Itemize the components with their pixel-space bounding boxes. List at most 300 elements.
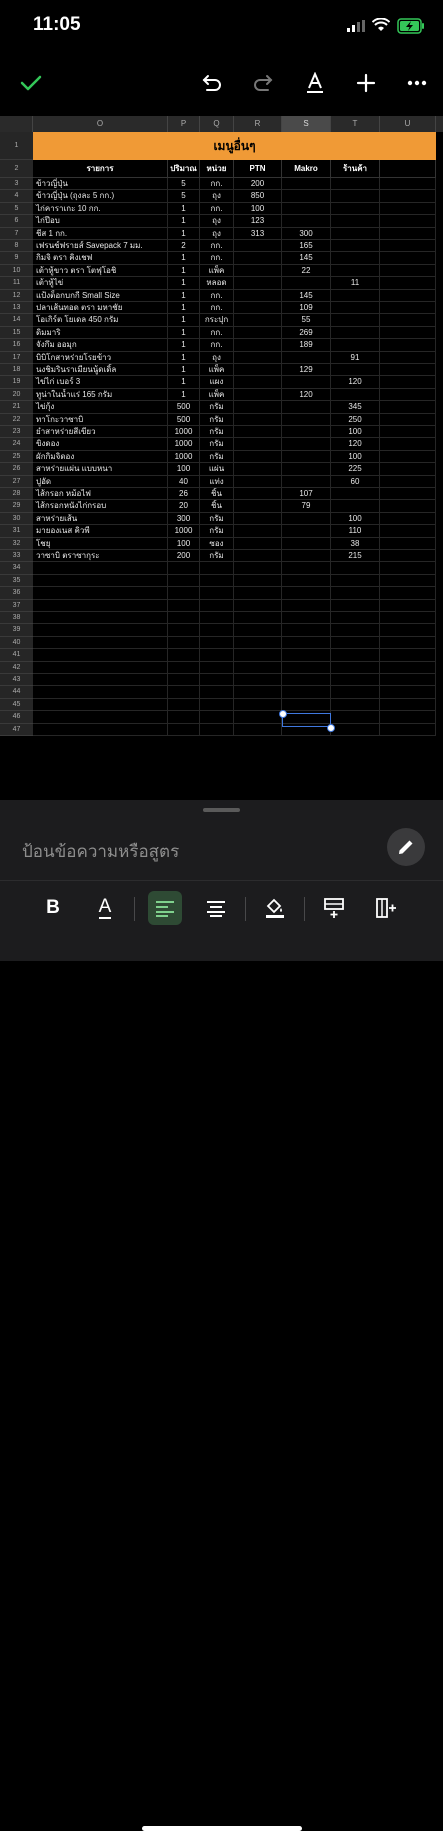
row-number[interactable]: 27 [0, 476, 33, 488]
table-cell[interactable] [234, 451, 282, 463]
table-cell[interactable] [282, 463, 331, 475]
align-left-button[interactable] [148, 891, 182, 925]
text-color-button[interactable]: A [98, 896, 112, 917]
table-cell[interactable]: กรัม [200, 438, 234, 450]
table-cell[interactable] [282, 190, 331, 202]
table-cell[interactable] [380, 513, 436, 525]
table-cell[interactable] [331, 327, 380, 339]
table-cell[interactable]: 1 [168, 203, 200, 215]
row-number[interactable]: 44 [0, 686, 33, 698]
row-number[interactable]: 20 [0, 389, 33, 401]
table-cell[interactable] [380, 228, 436, 240]
empty-cell[interactable] [168, 612, 200, 624]
empty-cell[interactable] [168, 724, 200, 736]
empty-cell[interactable] [168, 587, 200, 599]
table-cell[interactable]: ไก่ป๊อบ [33, 215, 168, 227]
row-number[interactable]: 39 [0, 624, 33, 636]
table-cell[interactable] [380, 488, 436, 500]
row-number[interactable]: 1 [0, 132, 33, 160]
table-cell[interactable]: 850 [234, 190, 282, 202]
table-cell[interactable] [234, 376, 282, 388]
table-cell[interactable]: แท่ง [200, 476, 234, 488]
table-cell[interactable]: กรัม [200, 513, 234, 525]
table-cell[interactable]: ทาโกะวาซาบิ [33, 414, 168, 426]
table-cell[interactable]: สาหร่ายเส้น [33, 513, 168, 525]
table-cell[interactable] [380, 500, 436, 512]
pencil-edit-button[interactable] [387, 828, 425, 866]
empty-cell[interactable] [168, 711, 200, 723]
table-cell[interactable]: มายองเนส คิวพี [33, 525, 168, 537]
table-cell[interactable] [234, 364, 282, 376]
table-cell[interactable]: หลอด [200, 277, 234, 289]
table-cell[interactable]: 225 [331, 463, 380, 475]
row-number[interactable]: 17 [0, 352, 33, 364]
empty-cell[interactable] [200, 699, 234, 711]
table-cell[interactable]: ถุง [200, 215, 234, 227]
column-title-cell[interactable]: รายการ [33, 160, 168, 178]
table-cell[interactable]: 100 [168, 538, 200, 550]
empty-cell[interactable] [380, 587, 436, 599]
table-cell[interactable] [331, 178, 380, 190]
column-header-t[interactable]: T [331, 116, 380, 132]
table-cell[interactable] [282, 178, 331, 190]
table-cell[interactable] [331, 314, 380, 326]
empty-cell[interactable] [331, 612, 380, 624]
table-cell[interactable] [380, 389, 436, 401]
empty-cell[interactable] [234, 724, 282, 736]
table-cell[interactable] [380, 463, 436, 475]
table-cell[interactable]: 120 [331, 438, 380, 450]
table-cell[interactable]: ชีส 1 กก. [33, 228, 168, 240]
table-cell[interactable] [282, 513, 331, 525]
table-cell[interactable] [234, 438, 282, 450]
empty-cell[interactable] [380, 562, 436, 574]
empty-cell[interactable] [33, 724, 168, 736]
empty-cell[interactable] [33, 600, 168, 612]
empty-cell[interactable] [282, 600, 331, 612]
table-cell[interactable]: ถุง [200, 228, 234, 240]
table-cell[interactable]: ไส้กรอกหนังไก่กรอบ [33, 500, 168, 512]
table-cell[interactable]: 345 [331, 401, 380, 413]
table-cell[interactable]: 1 [168, 364, 200, 376]
empty-cell[interactable] [33, 612, 168, 624]
row-number[interactable]: 15 [0, 327, 33, 339]
table-cell[interactable]: 165 [282, 240, 331, 252]
row-number[interactable]: 5 [0, 203, 33, 215]
table-cell[interactable] [380, 265, 436, 277]
table-cell[interactable] [380, 277, 436, 289]
empty-cell[interactable] [331, 637, 380, 649]
empty-cell[interactable] [331, 575, 380, 587]
empty-cell[interactable] [282, 699, 331, 711]
table-cell[interactable]: 500 [168, 414, 200, 426]
row-number[interactable]: 38 [0, 612, 33, 624]
table-cell[interactable]: นงชิมรินราเมียนนู้ดเดิ้ล [33, 364, 168, 376]
empty-cell[interactable] [282, 575, 331, 587]
empty-cell[interactable] [33, 624, 168, 636]
empty-cell[interactable] [234, 711, 282, 723]
table-cell[interactable]: 26 [168, 488, 200, 500]
table-cell[interactable]: 300 [168, 513, 200, 525]
table-cell[interactable] [282, 426, 331, 438]
table-cell[interactable] [234, 538, 282, 550]
empty-cell[interactable] [200, 637, 234, 649]
empty-cell[interactable] [200, 612, 234, 624]
table-cell[interactable] [282, 538, 331, 550]
empty-cell[interactable] [282, 562, 331, 574]
empty-cell[interactable] [168, 575, 200, 587]
table-cell[interactable] [282, 525, 331, 537]
table-cell[interactable] [380, 538, 436, 550]
table-cell[interactable]: 60 [331, 476, 380, 488]
table-cell[interactable] [380, 327, 436, 339]
empty-cell[interactable] [200, 587, 234, 599]
empty-cell[interactable] [331, 562, 380, 574]
empty-cell[interactable] [234, 674, 282, 686]
row-number[interactable]: 19 [0, 376, 33, 388]
empty-cell[interactable] [168, 686, 200, 698]
table-cell[interactable] [234, 463, 282, 475]
undo-icon[interactable] [195, 66, 229, 100]
empty-cell[interactable] [282, 587, 331, 599]
row-number[interactable]: 4 [0, 190, 33, 202]
row-number[interactable]: 25 [0, 451, 33, 463]
table-cell[interactable] [282, 550, 331, 562]
empty-cell[interactable] [33, 711, 168, 723]
row-number[interactable]: 45 [0, 699, 33, 711]
table-cell[interactable] [331, 488, 380, 500]
empty-cell[interactable] [380, 674, 436, 686]
table-cell[interactable]: 200 [168, 550, 200, 562]
selected-cell[interactable] [282, 713, 331, 727]
table-cell[interactable] [380, 451, 436, 463]
table-cell[interactable]: 20 [168, 500, 200, 512]
table-cell[interactable]: กก. [200, 302, 234, 314]
empty-cell[interactable] [33, 562, 168, 574]
empty-cell[interactable] [380, 686, 436, 698]
row-number[interactable]: 29 [0, 500, 33, 512]
table-cell[interactable] [282, 376, 331, 388]
empty-cell[interactable] [380, 699, 436, 711]
empty-cell[interactable] [380, 600, 436, 612]
table-cell[interactable]: 1 [168, 389, 200, 401]
table-cell[interactable]: 100 [331, 513, 380, 525]
column-title-cell[interactable]: Makro [282, 160, 331, 178]
table-cell[interactable] [331, 389, 380, 401]
row-number[interactable]: 31 [0, 525, 33, 537]
column-header-u[interactable]: U [380, 116, 436, 132]
table-cell[interactable] [380, 376, 436, 388]
table-cell[interactable]: 120 [282, 389, 331, 401]
row-number[interactable]: 8 [0, 240, 33, 252]
table-cell[interactable]: 5 [168, 178, 200, 190]
table-cell[interactable]: กระปุก [200, 314, 234, 326]
row-number[interactable]: 37 [0, 600, 33, 612]
table-cell[interactable]: 123 [234, 215, 282, 227]
table-cell[interactable] [331, 290, 380, 302]
table-cell[interactable]: ไข่ไก่ เบอร์ 3 [33, 376, 168, 388]
table-cell[interactable] [331, 339, 380, 351]
table-cell[interactable]: 1 [168, 339, 200, 351]
table-cell[interactable] [331, 240, 380, 252]
row-number[interactable]: 3 [0, 178, 33, 190]
empty-cell[interactable] [168, 674, 200, 686]
table-cell[interactable]: 500 [168, 401, 200, 413]
table-cell[interactable]: แพ็ค [200, 265, 234, 277]
align-center-button[interactable] [199, 891, 233, 925]
table-cell[interactable]: แพ็ค [200, 389, 234, 401]
row-number[interactable]: 12 [0, 290, 33, 302]
table-cell[interactable]: 1000 [168, 525, 200, 537]
row-number[interactable]: 47 [0, 724, 33, 736]
table-cell[interactable]: 100 [168, 463, 200, 475]
table-cell[interactable]: ปลาเส้นทอด ตรา มหาชัย [33, 302, 168, 314]
table-cell[interactable]: ถุง [200, 190, 234, 202]
table-cell[interactable]: กรัม [200, 525, 234, 537]
table-cell[interactable] [282, 215, 331, 227]
table-cell[interactable]: 215 [331, 550, 380, 562]
table-cell[interactable]: 1 [168, 352, 200, 364]
table-cell[interactable] [234, 513, 282, 525]
table-cell[interactable]: 109 [282, 302, 331, 314]
table-cell[interactable]: 145 [282, 290, 331, 302]
spreadsheet-grid[interactable] [0, 116, 443, 801]
table-cell[interactable] [282, 277, 331, 289]
empty-cell[interactable] [200, 662, 234, 674]
empty-cell[interactable] [33, 649, 168, 661]
table-cell[interactable]: กรัม [200, 401, 234, 413]
table-cell[interactable]: 40 [168, 476, 200, 488]
empty-cell[interactable] [234, 649, 282, 661]
table-cell[interactable]: ไก่คาราเกะ 10 กก. [33, 203, 168, 215]
empty-cell[interactable] [380, 575, 436, 587]
empty-cell[interactable] [282, 624, 331, 636]
table-cell[interactable] [380, 414, 436, 426]
sheet-title-cell[interactable]: เมนูอื่นๆ [33, 132, 436, 160]
table-cell[interactable]: ปูอัด [33, 476, 168, 488]
table-cell[interactable]: 1000 [168, 426, 200, 438]
table-cell[interactable] [380, 203, 436, 215]
row-number[interactable]: 42 [0, 662, 33, 674]
table-cell[interactable] [331, 302, 380, 314]
table-cell[interactable]: กก. [200, 252, 234, 264]
table-cell[interactable] [380, 252, 436, 264]
table-cell[interactable]: 1 [168, 252, 200, 264]
table-cell[interactable] [380, 426, 436, 438]
fill-color-button[interactable] [258, 891, 292, 925]
table-cell[interactable] [380, 215, 436, 227]
empty-cell[interactable] [331, 674, 380, 686]
empty-cell[interactable] [234, 575, 282, 587]
table-cell[interactable]: กก. [200, 290, 234, 302]
empty-cell[interactable] [331, 624, 380, 636]
table-cell[interactable]: 11 [331, 277, 380, 289]
table-cell[interactable] [380, 314, 436, 326]
row-number[interactable]: 7 [0, 228, 33, 240]
table-cell[interactable] [234, 426, 282, 438]
table-cell[interactable] [380, 178, 436, 190]
table-cell[interactable]: ข้าวญี่ปุ่น (ถุงละ 5 กก.) [33, 190, 168, 202]
table-cell[interactable]: 200 [234, 178, 282, 190]
empty-cell[interactable] [234, 624, 282, 636]
table-cell[interactable] [282, 414, 331, 426]
column-title-cell[interactable]: ร้านค้า [331, 160, 380, 178]
row-number[interactable]: 24 [0, 438, 33, 450]
column-title-cell[interactable]: หน่วย [200, 160, 234, 178]
empty-cell[interactable] [33, 674, 168, 686]
table-cell[interactable]: 1000 [168, 438, 200, 450]
table-cell[interactable]: จังกึม ออมุก [33, 339, 168, 351]
empty-cell[interactable] [331, 587, 380, 599]
table-cell[interactable]: 1 [168, 314, 200, 326]
empty-cell[interactable] [200, 575, 234, 587]
table-cell[interactable] [331, 500, 380, 512]
table-cell[interactable]: ดิมมาริ [33, 327, 168, 339]
table-cell[interactable] [234, 525, 282, 537]
table-cell[interactable] [234, 290, 282, 302]
table-cell[interactable]: กก. [200, 327, 234, 339]
table-cell[interactable]: 100 [234, 203, 282, 215]
row-number[interactable]: 28 [0, 488, 33, 500]
table-cell[interactable]: ถุง [200, 352, 234, 364]
select-all-corner[interactable] [0, 116, 33, 132]
table-cell[interactable]: 107 [282, 488, 331, 500]
table-cell[interactable] [282, 203, 331, 215]
empty-cell[interactable] [380, 637, 436, 649]
empty-cell[interactable] [168, 649, 200, 661]
table-cell[interactable] [234, 277, 282, 289]
table-cell[interactable] [234, 265, 282, 277]
table-cell[interactable] [282, 352, 331, 364]
row-number[interactable]: 16 [0, 339, 33, 351]
table-cell[interactable]: 1 [168, 277, 200, 289]
table-cell[interactable]: 1 [168, 376, 200, 388]
row-number[interactable]: 21 [0, 401, 33, 413]
table-cell[interactable]: 55 [282, 314, 331, 326]
table-cell[interactable] [234, 302, 282, 314]
empty-cell[interactable] [234, 612, 282, 624]
redo-icon[interactable] [246, 66, 280, 100]
table-cell[interactable]: 269 [282, 327, 331, 339]
table-cell[interactable]: แพ็ค [200, 364, 234, 376]
table-cell[interactable]: กรัม [200, 550, 234, 562]
table-cell[interactable]: 120 [331, 376, 380, 388]
table-cell[interactable] [234, 488, 282, 500]
row-number[interactable]: 41 [0, 649, 33, 661]
empty-cell[interactable] [234, 686, 282, 698]
empty-cell[interactable] [200, 711, 234, 723]
empty-cell[interactable] [331, 649, 380, 661]
empty-cell[interactable] [200, 600, 234, 612]
table-cell[interactable]: เต้าหู้ไข่ [33, 277, 168, 289]
table-cell[interactable]: 313 [234, 228, 282, 240]
empty-cell[interactable] [33, 662, 168, 674]
table-cell[interactable]: 91 [331, 352, 380, 364]
empty-cell[interactable] [234, 637, 282, 649]
column-header-o[interactable]: O [33, 116, 168, 132]
insert-row-button[interactable] [317, 891, 351, 925]
empty-cell[interactable] [331, 686, 380, 698]
table-cell[interactable] [234, 252, 282, 264]
table-cell[interactable]: โอเกิร์ต โยเดล 450 กรัม [33, 314, 168, 326]
empty-cell[interactable] [234, 600, 282, 612]
table-cell[interactable] [331, 265, 380, 277]
table-cell[interactable] [234, 314, 282, 326]
row-number[interactable]: 34 [0, 562, 33, 574]
table-cell[interactable]: ไส้กรอก หม้อไฟ [33, 488, 168, 500]
table-cell[interactable]: 145 [282, 252, 331, 264]
table-cell[interactable] [234, 476, 282, 488]
table-cell[interactable]: 100 [331, 426, 380, 438]
table-cell[interactable]: ขิงดอง [33, 438, 168, 450]
table-cell[interactable]: 1 [168, 228, 200, 240]
empty-cell[interactable] [168, 637, 200, 649]
column-header-p[interactable]: P [168, 116, 200, 132]
table-cell[interactable]: 110 [331, 525, 380, 537]
table-cell[interactable]: โชยุ [33, 538, 168, 550]
empty-cell[interactable] [234, 562, 282, 574]
table-cell[interactable] [282, 476, 331, 488]
table-cell[interactable] [380, 525, 436, 537]
empty-cell[interactable] [33, 575, 168, 587]
row-number[interactable]: 23 [0, 426, 33, 438]
row-number[interactable]: 18 [0, 364, 33, 376]
empty-cell[interactable] [331, 711, 380, 723]
table-cell[interactable]: 1 [168, 265, 200, 277]
table-cell[interactable]: กิมจิ ตรา คิงเชฟ [33, 252, 168, 264]
table-cell[interactable] [282, 401, 331, 413]
empty-cell[interactable] [380, 624, 436, 636]
table-cell[interactable]: 38 [331, 538, 380, 550]
bold-button[interactable]: B [46, 897, 60, 918]
empty-cell[interactable] [168, 662, 200, 674]
row-number[interactable]: 9 [0, 252, 33, 264]
row-number[interactable]: 2 [0, 160, 33, 178]
table-cell[interactable]: กก. [200, 178, 234, 190]
empty-cell[interactable] [380, 612, 436, 624]
table-cell[interactable]: กก. [200, 203, 234, 215]
empty-cell[interactable] [200, 562, 234, 574]
table-cell[interactable]: 22 [282, 265, 331, 277]
table-cell[interactable]: 1 [168, 290, 200, 302]
table-cell[interactable]: บิบิโกสาหร่ายโรยข้าว [33, 352, 168, 364]
empty-cell[interactable] [380, 724, 436, 736]
more-options-icon[interactable] [400, 66, 434, 100]
column-title-cell[interactable] [380, 160, 436, 178]
empty-cell[interactable] [200, 724, 234, 736]
table-cell[interactable] [380, 190, 436, 202]
empty-cell[interactable] [380, 662, 436, 674]
row-number[interactable]: 36 [0, 587, 33, 599]
table-cell[interactable] [380, 364, 436, 376]
table-cell[interactable] [331, 228, 380, 240]
table-cell[interactable]: 79 [282, 500, 331, 512]
empty-cell[interactable] [331, 662, 380, 674]
drag-handle[interactable] [203, 808, 240, 812]
table-cell[interactable] [380, 339, 436, 351]
table-cell[interactable] [331, 190, 380, 202]
table-cell[interactable] [331, 203, 380, 215]
empty-cell[interactable] [234, 699, 282, 711]
table-cell[interactable]: สาหร่ายแผ่น แบบหนา [33, 463, 168, 475]
table-cell[interactable]: แป้งต็อกบกกี Small Size [33, 290, 168, 302]
table-cell[interactable]: 250 [331, 414, 380, 426]
table-cell[interactable]: 129 [282, 364, 331, 376]
empty-cell[interactable] [200, 649, 234, 661]
table-cell[interactable]: ชิ้น [200, 488, 234, 500]
table-cell[interactable]: กก. [200, 240, 234, 252]
selection-handle-start[interactable] [279, 710, 287, 718]
